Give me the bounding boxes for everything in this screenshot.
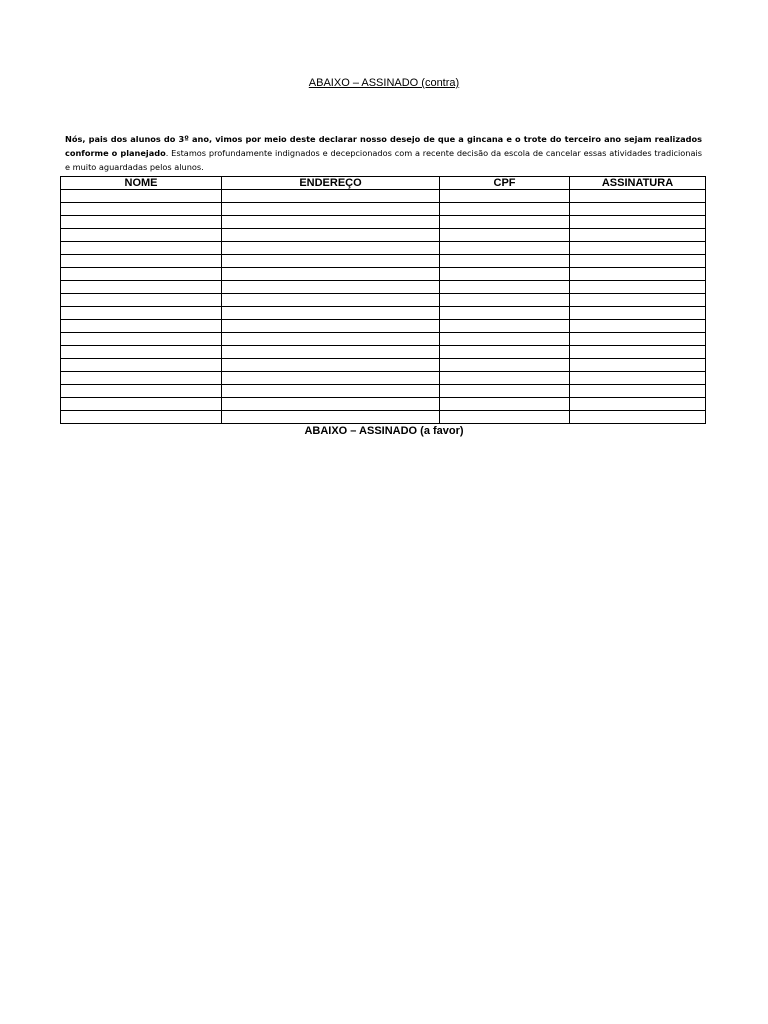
cell-endereco — [222, 242, 440, 255]
cell-assinatura — [570, 242, 706, 255]
cell-assinatura — [570, 320, 706, 333]
cell-assinatura — [570, 359, 706, 372]
cell-assinatura — [570, 229, 706, 242]
table-row — [61, 203, 706, 216]
cell-assinatura — [570, 268, 706, 281]
cell-assinatura — [570, 398, 706, 411]
cell-nome — [61, 190, 222, 203]
cell-cpf — [440, 216, 570, 229]
table-row — [61, 333, 706, 346]
intro-bold-text: Nós, pais dos alunos do 3º ano, vimos por meio deste declarar nosso desejo de que a gincana e o trote do terceiro ano sejam realizados conforme o planejado — [65, 134, 702, 159]
cell-assinatura — [570, 255, 706, 268]
table-header-row — [61, 177, 706, 190]
cell-assinatura — [570, 411, 706, 424]
cell-endereco — [222, 281, 440, 294]
cell-assinatura — [570, 294, 706, 307]
cell-nome — [61, 229, 222, 242]
table-row — [61, 372, 706, 385]
cell-cpf — [440, 372, 570, 385]
table-row — [61, 307, 706, 320]
table-row — [61, 190, 706, 203]
cell-endereco — [222, 372, 440, 385]
cell-endereco — [222, 268, 440, 281]
cell-assinatura — [570, 307, 706, 320]
cell-cpf — [440, 359, 570, 372]
cell-cpf — [440, 398, 570, 411]
cell-nome — [61, 281, 222, 294]
cell-endereco — [222, 398, 440, 411]
cell-cpf — [440, 203, 570, 216]
cell-endereco — [222, 294, 440, 307]
cell-nome — [61, 216, 222, 229]
cell-cpf — [440, 281, 570, 294]
table-row — [61, 229, 706, 242]
cell-assinatura — [570, 346, 706, 359]
cell-cpf — [440, 255, 570, 268]
cell-endereco — [222, 346, 440, 359]
signature-table — [60, 176, 706, 424]
cell-endereco — [222, 255, 440, 268]
cell-endereco — [222, 359, 440, 372]
signature-table-body — [61, 190, 706, 424]
cell-assinatura — [570, 190, 706, 203]
cell-nome — [61, 359, 222, 372]
cell-endereco — [222, 229, 440, 242]
table-row — [61, 294, 706, 307]
cell-cpf — [440, 333, 570, 346]
table-row — [61, 385, 706, 398]
cell-nome — [61, 320, 222, 333]
table-row — [61, 346, 706, 359]
cell-endereco — [222, 333, 440, 346]
table-row — [61, 242, 706, 255]
cell-nome — [61, 333, 222, 346]
cell-cpf — [440, 242, 570, 255]
cell-cpf — [440, 346, 570, 359]
cell-cpf — [440, 294, 570, 307]
header-cpf: CPF — [440, 177, 570, 190]
cell-assinatura — [570, 372, 706, 385]
table-row — [61, 268, 706, 281]
cell-cpf — [440, 320, 570, 333]
cell-nome — [61, 242, 222, 255]
table-row — [61, 411, 706, 424]
cell-endereco — [222, 203, 440, 216]
cell-assinatura — [570, 203, 706, 216]
cell-nome — [61, 203, 222, 216]
table-row — [61, 359, 706, 372]
cell-assinatura — [570, 281, 706, 294]
cell-cpf — [440, 385, 570, 398]
cell-nome — [61, 346, 222, 359]
cell-endereco — [222, 190, 440, 203]
cell-endereco — [222, 385, 440, 398]
cell-nome — [61, 294, 222, 307]
cell-assinatura — [570, 216, 706, 229]
second-document-title: ABAIXO – ASSINADO (a favor) — [304, 425, 464, 437]
cell-assinatura — [570, 333, 706, 346]
table-row — [61, 398, 706, 411]
table-row — [61, 320, 706, 333]
intro-paragraph — [65, 132, 702, 174]
document-title: ABAIXO – ASSINADO (contra) — [308, 77, 460, 89]
header-nome: NOME — [61, 177, 222, 190]
intro-rest-text: . Estamos profundamente indignados e decepcionados com a recente decisão da escola de cancelar essas atividades tradicionais e muito aguardadas pelos alunos. — [65, 148, 702, 173]
cell-nome — [61, 372, 222, 385]
cell-endereco — [222, 307, 440, 320]
table-row — [61, 216, 706, 229]
cell-endereco — [222, 320, 440, 333]
cell-cpf — [440, 307, 570, 320]
cell-cpf — [440, 268, 570, 281]
cell-cpf — [440, 190, 570, 203]
cell-nome — [61, 255, 222, 268]
cell-nome — [61, 385, 222, 398]
cell-nome — [61, 398, 222, 411]
cell-nome — [61, 268, 222, 281]
header-endereco: ENDEREÇO — [222, 177, 440, 190]
table-row — [61, 281, 706, 294]
cell-cpf — [440, 411, 570, 424]
cell-nome — [61, 411, 222, 424]
cell-cpf — [440, 229, 570, 242]
header-assinatura: ASSINATURA — [570, 177, 706, 190]
cell-nome — [61, 307, 222, 320]
cell-assinatura — [570, 385, 706, 398]
cell-endereco — [222, 216, 440, 229]
table-row — [61, 255, 706, 268]
cell-endereco — [222, 411, 440, 424]
